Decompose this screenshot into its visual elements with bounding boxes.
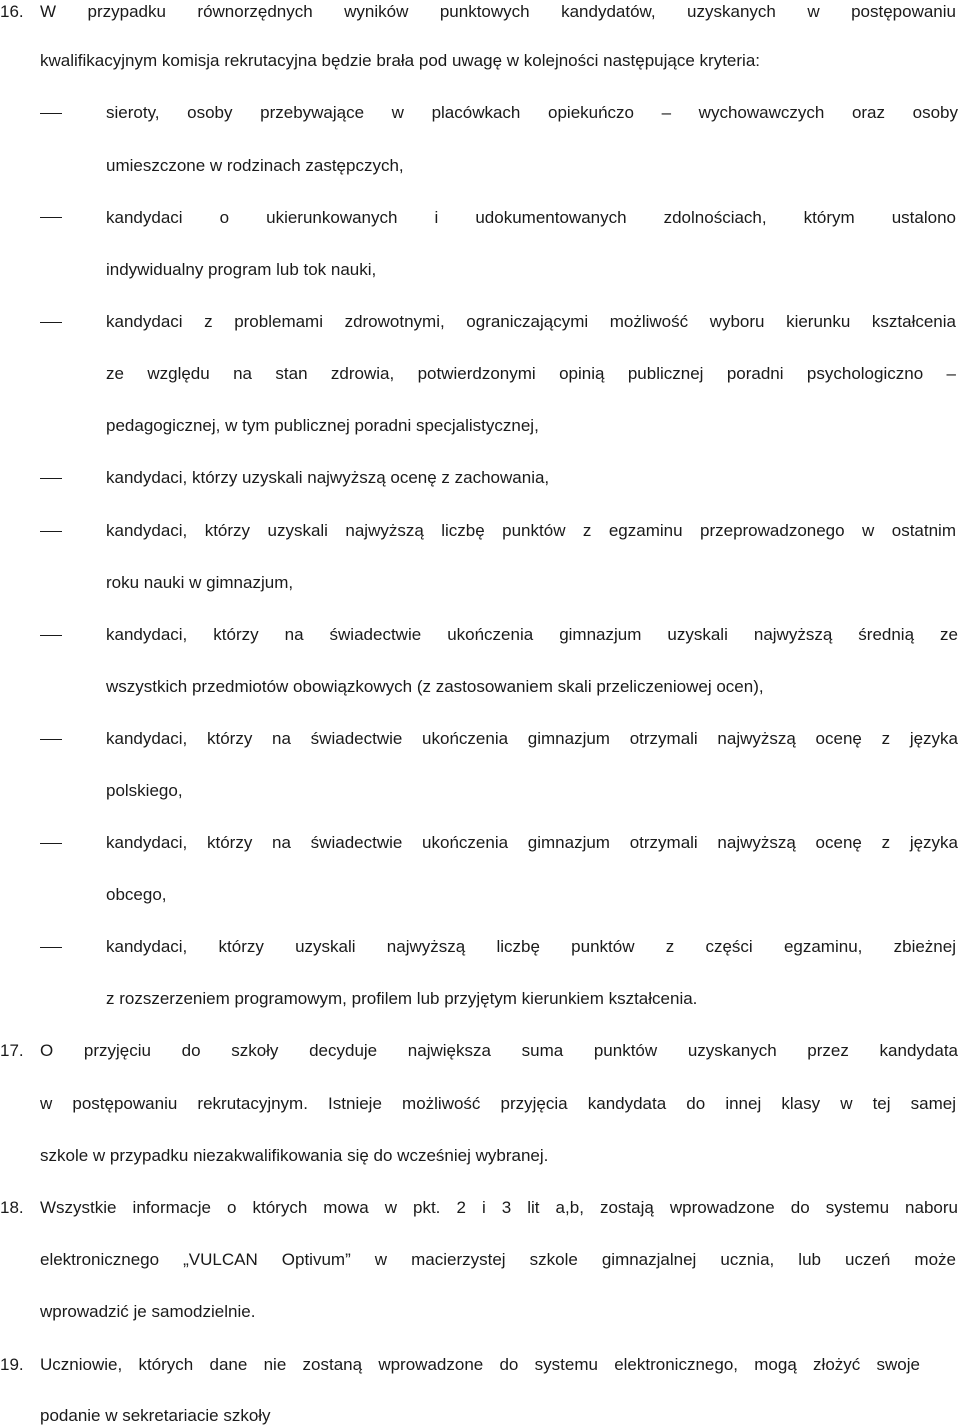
criterion-line: z rozszerzeniem programowym, profilem lub przyjętym kierunkiem kształcenia. [106,989,698,1008]
criterion-line: kandydaci, którzy uzyskali najwyższą ocenę z zachowania, [106,468,550,487]
criterion-line: pedagogicznej, w tym publicznej poradni specjalistycznej, [106,416,539,435]
item-line: podanie w sekretariacie szkoły [40,1406,271,1425]
item-line: Uczniowie, których dane nie zostaną wprowadzone do systemu elektronicznego, mogą złożyć swoje [40,1355,920,1374]
item-line: szkole w przypadku niezakwalifikowania się do wcześniej wybranej. [40,1146,549,1165]
criterion-line: sieroty, osoby przebywające w placówkach opiekuńczo – wychowawczych oraz osoby [106,103,958,122]
criterion-line: wszystkich przedmiotów obowiązkowych (z zastosowaniem skali przeliczeniowej ocen), [106,677,764,696]
item-number: 18. [0,1198,24,1217]
item-line: elektronicznego „VULCAN Optivum” w macierzystej szkole gimnazjalnej ucznia, lub uczeń może [40,1250,956,1269]
item-number: 17. [0,1041,24,1060]
dash-bullet-icon [40,217,62,218]
criterion-line: roku nauki w gimnazjum, [106,573,294,592]
dash-bullet-icon [40,947,62,948]
item-line: w postępowaniu rekrutacyjnym. Istnieje możliwość przyjęcia kandydata do innej klasy w tej samej [40,1094,956,1113]
criterion-line: kandydaci z problemami zdrowotnymi, ograniczającymi możliwość wyboru kierunku kształcenia [106,312,956,331]
criterion-line: kandydaci, którzy na świadectwie ukończenia gimnazjum uzyskali najwyższą średnią ze [106,625,958,644]
item-number: 19. [0,1355,24,1374]
dash-bullet-icon [40,478,62,479]
criterion-line: umieszczone w rodzinach zastępczych, [106,156,404,175]
item-line: O przyjęciu do szkoły decyduje największa suma punktów uzyskanych przez kandydata [40,1041,958,1060]
criterion-line: kandydaci, którzy uzyskali najwyższą liczbę punktów z egzaminu przeprowadzonego w ostatnim [106,521,956,540]
criterion-line: indywidualny program lub tok nauki, [106,260,377,279]
criterion-line: ze względu na stan zdrowia, potwierdzonymi opinią publicznej poradni psychologiczno – [106,364,956,383]
criterion-line: obcego, [106,885,167,904]
dash-bullet-icon [40,739,62,740]
dash-bullet-icon [40,113,62,114]
criterion-line: kandydaci, którzy na świadectwie ukończenia gimnazjum otrzymali najwyższą ocenę z języka [106,729,958,748]
item-line: W przypadku równorzędnych wyników punktowych kandydatów, uzyskanych w postępowaniu [40,2,956,21]
item-number: 16. [0,2,24,21]
criterion-line: polskiego, [106,781,183,800]
dash-bullet-icon [40,635,62,636]
criterion-line: kandydaci o ukierunkowanych i udokumentowanych zdolnościach, którym ustalono [106,208,956,227]
item-line: Wszystkie informacje o których mowa w pkt. 2 i 3 lit a,b, zostają wprowadzone do systemu naboru [40,1198,958,1217]
dash-bullet-icon [40,531,62,532]
item-line: kwalifikacyjnym komisja rekrutacyjna będzie brała pod uwagę w kolejności następujące kryteria: [40,51,761,70]
item-line: wprowadzić je samodzielnie. [40,1302,256,1321]
criterion-line: kandydaci, którzy na świadectwie ukończenia gimnazjum otrzymali najwyższą ocenę z języka [106,833,958,852]
dash-bullet-icon [40,322,62,323]
criterion-line: kandydaci, którzy uzyskali najwyższą liczbę punktów z części egzaminu, zbieżnej [106,937,956,956]
dash-bullet-icon [40,843,62,844]
